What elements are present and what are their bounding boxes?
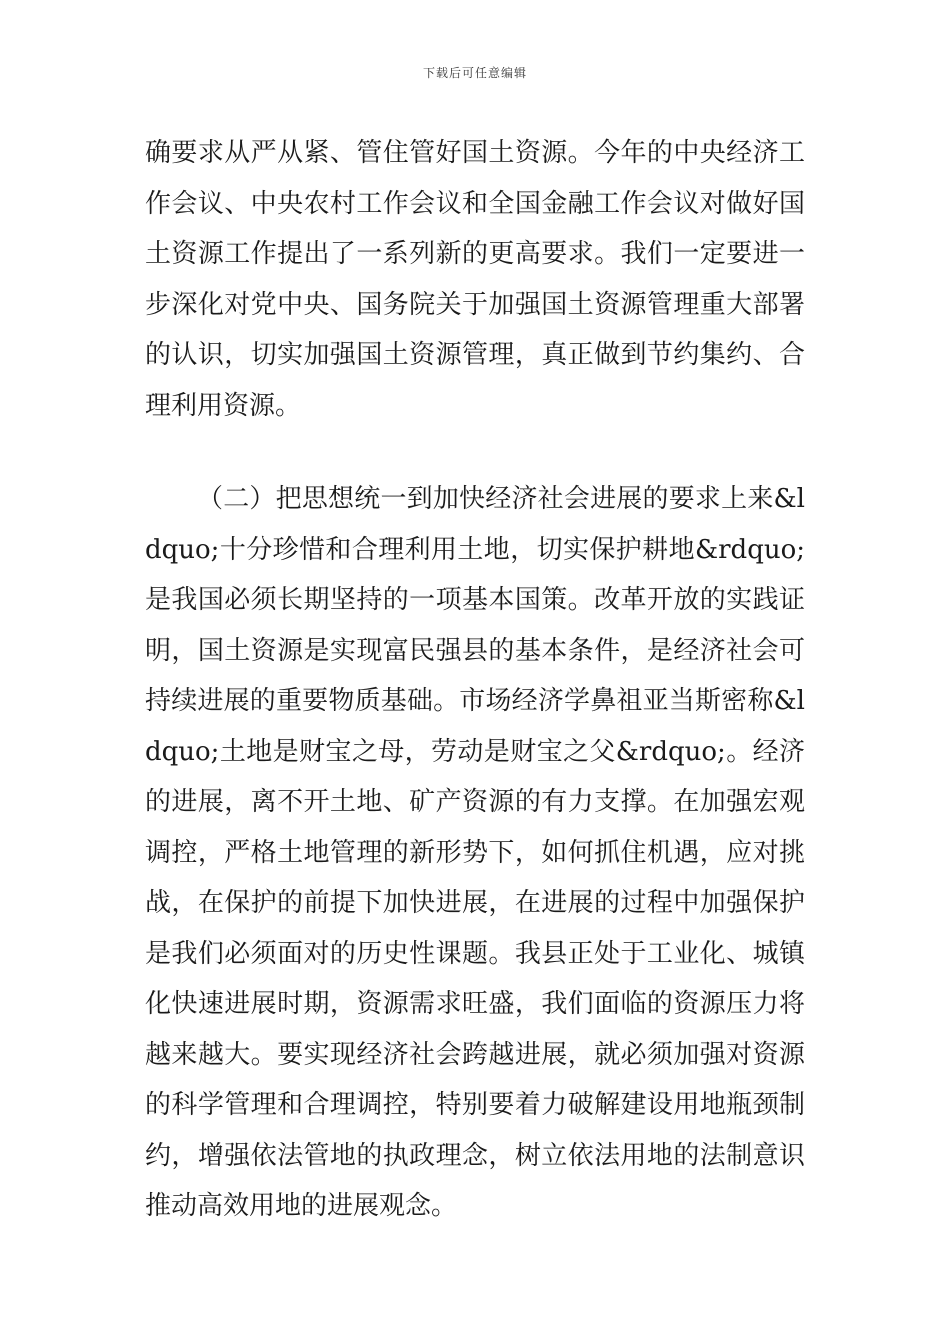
paragraph-text: （二）把思想统一到加快经济社会进展的要求上来&ldquo;十分珍惜和合理利用土地，切实保护耕地&rdquo;是我国必须长期坚持的一项基本国策。改革开放的实践证明，国土资源是实现富民强县的基本条件，是经济社会可持续进展的重要物质基础。市场经济学鼻祖亚当斯密称&ldquo;土地是财宝之母，劳动是财宝之父&rdquo;。经济的进展，离不开土地、矿产资源的有力支撑。在加强宏观调控，严格土地管理的新形势下，如何抓住机遇，应对挑战，在保护的前提下加快进展，在进展的过程中加强保护是我们必须面对的历史性课题。我县正处于工业化、城镇化快速进展时期，资源需求旺盛，我们面临的资源压力将越来越大。要实现经济社会跨越进展，就必须加强对资源的科学管理和合理调控，特别要着力破解建设用地瓶颈制约，增强依法管地的执政理念，树立依法用地的法制意识推动高效用地的进展观念。 [145, 484, 805, 1221]
paragraph-text: 确要求从严从紧、管住管好国土资源。今年的中央经济工作会议、中央农村工作会议和全国金融工作会议对做好国土资源工作提出了一系列新的更高要求。我们一定要进一步深化对党中央、国务院关于加强国土资源管理重大部署的认识，切实加强国土资源管理，真正做到节约集约、合理利用资源。 [145, 138, 805, 421]
page-header-note: 下载后可任意编辑 [422, 66, 527, 80]
document-paragraph-1 [145, 128, 805, 431]
document-paragraph-2 [145, 474, 805, 1232]
